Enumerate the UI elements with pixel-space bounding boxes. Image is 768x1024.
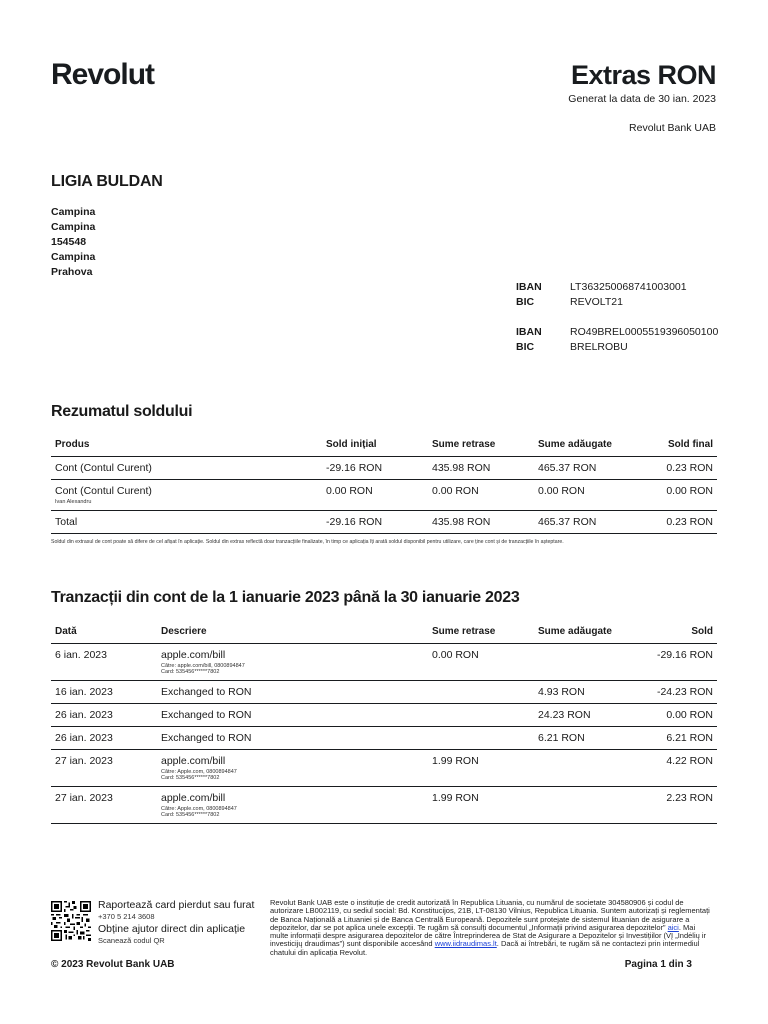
running-balance: 4.22 RON	[640, 750, 717, 787]
money-in: 465.37 RON	[534, 511, 640, 534]
recipient-detail: Către: Apple.com, 0800894847	[161, 806, 237, 812]
product-cell	[51, 480, 322, 511]
column-header: Sume adăugate	[534, 624, 640, 644]
table-row	[51, 480, 717, 511]
report-lost-card-link[interactable]: Raportează card pierdut sau furat	[98, 899, 255, 911]
opening-balance: -29.16 RON	[322, 511, 428, 534]
transaction-date: 16 ian. 2023	[51, 681, 157, 704]
address-line: Campina	[51, 251, 96, 263]
money-in: 6.21 RON	[534, 727, 640, 750]
money-out	[428, 727, 534, 750]
money-in	[534, 787, 640, 824]
description-text: Exchanged to RON	[161, 709, 252, 721]
transaction-date: 26 ian. 2023	[51, 727, 157, 750]
opening-balance: 0.00 RON	[322, 480, 428, 511]
closing-balance: 0.23 RON	[640, 511, 717, 534]
copyright: © 2023 Revolut Bank UAB	[51, 959, 175, 970]
column-header: Sold final	[640, 437, 717, 457]
iban-value: LT363250068741003001	[570, 281, 687, 293]
product-name: Cont (Contul Curent)	[55, 462, 152, 474]
support-phone: +370 5 214 3608	[98, 912, 155, 921]
total-row	[51, 511, 717, 534]
money-out: 435.98 RON	[428, 457, 534, 480]
card-detail: Card: 535456******7802	[161, 812, 220, 818]
description-text: Exchanged to RON	[161, 686, 252, 698]
statement-title: Extras RON	[570, 60, 716, 90]
revolut-logo: Revolut	[51, 58, 155, 91]
column-header: Descriere	[157, 624, 428, 644]
table-row	[51, 727, 717, 750]
product-name: Total	[55, 516, 78, 528]
balance-disclaimer: Soldul din extrasul de cont poate să difere de cel afișat în aplicație. Soldul din extras reflectă doar tranzacțiile finalizate, în timp ce aplicația îți arată soldul disponibil pentru utilizare, care ține cont și de tranzacțiile în așteptare.	[51, 539, 564, 545]
product-name: Cont (Contul Curent)	[55, 485, 152, 497]
running-balance: 2.23 RON	[640, 787, 717, 824]
money-in: 24.23 RON	[534, 704, 640, 727]
deposit-info-link[interactable]: aici	[667, 922, 679, 932]
table-header-row	[51, 624, 717, 644]
legal-text: . Mai multe informații despre asigurarea depozitelor de către Întreprinderea de Stat de Asigurare a Depozitelor și Investițiilor (VĮ „Indėlių ir investicijų draudimas”) sunt disponibile accesând	[270, 922, 707, 949]
money-in: 465.37 RON	[534, 457, 640, 480]
transaction-description	[157, 704, 428, 727]
money-in: 0.00 RON	[534, 480, 640, 511]
account-holder-name: LIGIA BULDAN	[51, 173, 163, 190]
table-row	[51, 457, 717, 480]
balance-summary-title: Rezumatul soldului	[51, 403, 193, 420]
product-cell	[51, 457, 322, 480]
description-text: apple.com/bill	[161, 755, 226, 767]
recipient-detail: Către: apple.com/bill, 0800894847	[161, 663, 245, 669]
description-text: apple.com/bill	[161, 792, 226, 804]
column-header: Sume retrase	[428, 624, 534, 644]
in-app-help-link[interactable]: Obține ajutor direct din aplicație	[98, 923, 246, 935]
product-owner: Ivan Alexandru	[55, 499, 92, 505]
table-header-row	[51, 437, 717, 457]
recipient-detail: Către: Apple.com, 0800894847	[161, 769, 237, 775]
transactions-title: Tranzacții din cont de la 1 ianuarie 2023 până la 30 ianuarie 2023	[51, 589, 520, 606]
address-line: Prahova	[51, 266, 93, 278]
address-line: Campina	[51, 206, 96, 218]
iban-label: IBAN	[516, 281, 542, 293]
running-balance: 0.00 RON	[640, 704, 717, 727]
qr-code-icon[interactable]	[51, 901, 91, 941]
transaction-description	[157, 681, 428, 704]
transaction-date: 27 ian. 2023	[51, 787, 157, 824]
bic-label: BIC	[516, 341, 535, 353]
running-balance: -29.16 RON	[640, 644, 717, 681]
column-header: Sume retrase	[428, 437, 534, 457]
generated-date: Generat la data de 30 ian. 2023	[568, 93, 716, 105]
transaction-date: 6 ian. 2023	[51, 644, 157, 681]
money-out: 435.98 RON	[428, 511, 534, 534]
bic-value: BRELROBU	[570, 341, 628, 353]
column-header: Produs	[51, 437, 322, 457]
address-line: Campina	[51, 221, 96, 233]
opening-balance: -29.16 RON	[322, 457, 428, 480]
column-header: Sume adăugate	[534, 437, 640, 457]
address-line: 154548	[51, 236, 87, 248]
iidraudimas-link[interactable]: www.iidraudimas.lt	[434, 939, 497, 949]
bank-name: Revolut Bank UAB	[629, 122, 716, 134]
column-header: Sold inițial	[322, 437, 428, 457]
closing-balance: 0.00 RON	[640, 480, 717, 511]
money-out: 1.99 RON	[428, 750, 534, 787]
transaction-description	[157, 644, 428, 681]
table-row	[51, 681, 717, 704]
bic-value: REVOLT21	[570, 296, 623, 308]
transaction-date: 27 ian. 2023	[51, 750, 157, 787]
transaction-description	[157, 787, 428, 824]
transaction-description	[157, 727, 428, 750]
table-row	[51, 787, 717, 824]
customer-address	[51, 205, 95, 280]
bic-label: BIC	[516, 296, 535, 308]
transactions-table	[51, 624, 717, 824]
column-header: Sold	[640, 624, 717, 644]
legal-text: . Dacă ai întrebări, te rugăm să ne contactezi prin intermediul chatului din aplicația Revolut.	[270, 939, 700, 957]
money-in: 4.93 RON	[534, 681, 640, 704]
balance-summary-table	[51, 437, 717, 534]
money-out	[428, 704, 534, 727]
closing-balance: 0.23 RON	[640, 457, 717, 480]
iban-value: RO49BREL0005519396050100	[570, 326, 719, 338]
running-balance: 6.21 RON	[640, 727, 717, 750]
card-detail: Card: 535456******7802	[161, 775, 220, 781]
transaction-date: 26 ian. 2023	[51, 704, 157, 727]
money-out: 0.00 RON	[428, 480, 534, 511]
table-row	[51, 750, 717, 787]
scan-qr-hint: Scanează codul QR	[98, 936, 165, 945]
money-out: 1.99 RON	[428, 787, 534, 824]
table-row	[51, 704, 717, 727]
product-cell	[51, 511, 322, 534]
description-text: apple.com/bill	[161, 649, 226, 661]
legal-text: Revolut Bank UAB este o instituție de credit autorizată în Republica Lituania, cu numărul de societate 304580906 și codul de autorizare LB002119, cu sediul social: Bd. Konstitucijos, 21B, LT-08130 Vilnius, Republica Lituania. Suntem autorizați și reglementați de Banca Națională a Lituaniei și de Banca Centrală Europeană. Depozitele sunt protejate de sistemul lituanian de asigurare a depozitelor, dar se pot aplica unele excepții. Te rugăm să consulți documentul „Informații privind asigurarea depozitelor”	[270, 898, 710, 932]
description-text: Exchanged to RON	[161, 732, 252, 744]
running-balance: -24.23 RON	[640, 681, 717, 704]
money-in	[534, 644, 640, 681]
transaction-description	[157, 750, 428, 787]
money-out	[428, 681, 534, 704]
page-number: Pagina 1 din 3	[624, 959, 692, 970]
money-out: 0.00 RON	[428, 644, 534, 681]
money-in	[534, 750, 640, 787]
column-header: Dată	[51, 624, 157, 644]
table-row	[51, 644, 717, 681]
iban-label: IBAN	[516, 326, 542, 338]
card-detail: Card: 535456******7802	[161, 669, 220, 675]
legal-disclaimer	[270, 899, 710, 957]
